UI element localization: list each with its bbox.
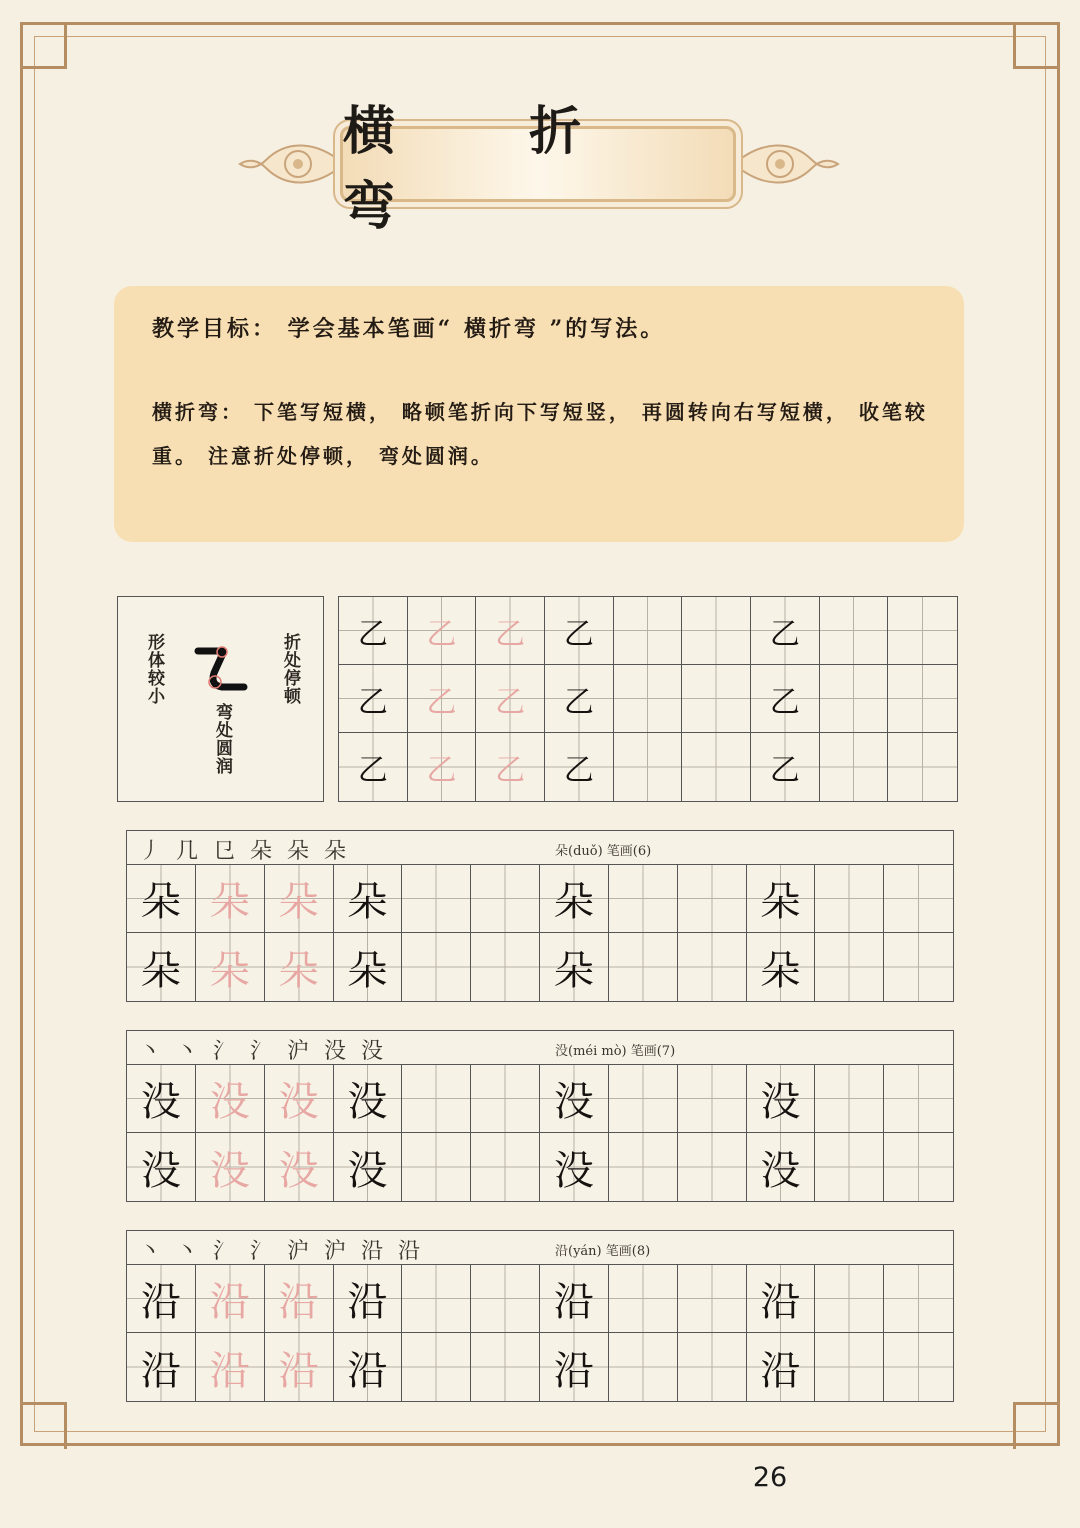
model-glyph: 没 (760, 1147, 801, 1194)
note-bottom: 弯处圆润 (212, 703, 232, 775)
stroke-order-text: 丶 丶 氵 氵 沪 沪 沿 沿 (139, 1239, 424, 1264)
practice-cell (609, 933, 678, 1001)
practice-cell (540, 933, 609, 1001)
practice-cell (884, 1265, 953, 1333)
practice-cell (476, 733, 545, 801)
practice-cell (265, 933, 334, 1001)
practice-cell (682, 597, 751, 665)
practice-cell (747, 1133, 816, 1201)
model-glyph: 没 (760, 1079, 801, 1125)
practice-cell (678, 1065, 747, 1133)
model-glyph: 没 (140, 1147, 181, 1194)
model-glyph: 乙 (357, 684, 388, 720)
trace-glyph: 沿 (209, 1279, 250, 1325)
practice-cell (334, 865, 403, 933)
practice-cell (196, 1133, 265, 1201)
stroke-illustration-panel (117, 596, 324, 802)
practice-cell (402, 865, 471, 933)
trace-glyph: 乙 (426, 684, 457, 720)
practice-cell (678, 1265, 747, 1333)
practice-cell (402, 1333, 471, 1401)
model-glyph: 乙 (357, 616, 388, 652)
model-glyph: 朵 (553, 947, 594, 994)
practice-cell (196, 1065, 265, 1133)
model-glyph: 没 (347, 1147, 388, 1194)
practice-cell (127, 1065, 196, 1133)
teaching-goal: 教学目标： 学会基本笔画“ 横折弯 ”的写法。 (152, 316, 666, 342)
practice-cell (614, 733, 683, 801)
practice-cell (334, 1265, 403, 1333)
practice-cell (678, 865, 747, 933)
practice-cell (265, 1133, 334, 1201)
note-right: 折处停顿 (280, 633, 300, 705)
practice-cell (751, 665, 820, 733)
practice-cell (471, 1065, 540, 1133)
page-number: 26 (752, 1462, 788, 1493)
trace-glyph: 乙 (426, 753, 457, 788)
model-glyph: 朵 (760, 947, 801, 994)
practice-cell (265, 865, 334, 933)
practice-cell (815, 933, 884, 1001)
corner-ornament (20, 22, 67, 69)
practice-cell (815, 1133, 884, 1201)
practice-cell (815, 1265, 884, 1333)
practice-cell (815, 1333, 884, 1401)
practice-cell (884, 1133, 953, 1201)
practice-cell (334, 933, 403, 1001)
practice-cell (820, 597, 889, 665)
stroke-order-text: 丶 丶 氵 氵 沪 没 没 (139, 1039, 387, 1064)
practice-cell (614, 665, 683, 733)
practice-cell (540, 1265, 609, 1333)
corner-ornament (1013, 22, 1060, 69)
practice-cell (751, 597, 820, 665)
practice-cell (609, 1265, 678, 1333)
practice-cell (265, 1065, 334, 1133)
practice-cell (747, 865, 816, 933)
practice-cell (540, 1133, 609, 1201)
model-glyph: 沿 (553, 1279, 594, 1325)
trace-glyph: 没 (209, 1079, 250, 1125)
practice-cell (265, 1333, 334, 1401)
practice-cell (265, 1265, 334, 1333)
practice-cell (408, 665, 477, 733)
practice-cell (884, 933, 953, 1001)
practice-cell (682, 733, 751, 801)
trace-glyph: 沿 (278, 1347, 319, 1394)
practice-cell (815, 865, 884, 933)
model-glyph: 朵 (553, 879, 594, 925)
practice-cell (339, 665, 408, 733)
teaching-objective-box (114, 286, 964, 542)
trace-glyph: 乙 (495, 753, 526, 788)
character-practice-grid (126, 1264, 954, 1402)
model-glyph: 沿 (760, 1347, 801, 1394)
practice-cell (334, 1333, 403, 1401)
model-glyph: 乙 (563, 616, 594, 652)
practice-cell (402, 933, 471, 1001)
practice-cell (888, 597, 957, 665)
trace-glyph: 朵 (209, 947, 250, 994)
stroke-order-row (126, 1030, 954, 1064)
trace-glyph: 朵 (278, 947, 319, 994)
model-glyph: 沿 (347, 1347, 388, 1394)
model-glyph: 乙 (769, 684, 800, 720)
practice-cell (820, 665, 889, 733)
practice-cell (545, 597, 614, 665)
model-glyph: 乙 (357, 753, 388, 788)
practice-cell (196, 865, 265, 933)
practice-cell (127, 1333, 196, 1401)
pinyin-stroke-count: 朵(duǒ) 笔画(6) (555, 844, 652, 859)
practice-cell (614, 597, 683, 665)
title-plaque (340, 101, 736, 237)
practice-cell (540, 1065, 609, 1133)
practice-cell (888, 733, 957, 801)
practice-cell (884, 1065, 953, 1133)
model-glyph: 乙 (563, 753, 594, 788)
practice-cell (476, 665, 545, 733)
trace-glyph: 沿 (278, 1279, 319, 1325)
practice-cell (609, 1333, 678, 1401)
practice-cell (127, 1133, 196, 1201)
model-glyph: 沿 (347, 1279, 388, 1325)
practice-cell (751, 733, 820, 801)
stroke-practice-grid (338, 596, 958, 802)
practice-cell (682, 665, 751, 733)
practice-cell (471, 1333, 540, 1401)
practice-cell (339, 733, 408, 801)
practice-cell (334, 1133, 403, 1201)
page-title: 横 折 弯 (343, 101, 640, 237)
model-glyph: 没 (553, 1079, 594, 1125)
practice-cell (127, 933, 196, 1001)
practice-cell (888, 665, 957, 733)
practice-cell (196, 1265, 265, 1333)
trace-glyph: 没 (278, 1079, 319, 1125)
practice-cell (609, 865, 678, 933)
practice-cell (339, 597, 408, 665)
stroke-order-text: 丿 几 㔾 朵 朵 朵 (139, 839, 350, 864)
stroke-diagram-icon (188, 637, 252, 697)
model-glyph: 沿 (553, 1347, 594, 1394)
trace-glyph: 朵 (278, 879, 319, 925)
model-glyph: 没 (347, 1079, 388, 1125)
character-practice-grid (126, 1064, 954, 1202)
practice-cell (545, 733, 614, 801)
practice-cell (408, 733, 477, 801)
practice-cell (540, 1333, 609, 1401)
practice-cell (747, 1265, 816, 1333)
practice-cell (402, 1133, 471, 1201)
model-glyph: 没 (553, 1147, 594, 1194)
trace-glyph: 乙 (495, 684, 526, 720)
practice-cell (884, 1333, 953, 1401)
practice-cell (815, 1065, 884, 1133)
practice-cell (471, 865, 540, 933)
practice-cell (127, 865, 196, 933)
trace-glyph: 沿 (209, 1347, 250, 1394)
practice-cell (402, 1065, 471, 1133)
model-glyph: 朵 (347, 879, 388, 925)
model-glyph: 乙 (769, 616, 800, 652)
practice-cell (471, 1133, 540, 1201)
model-glyph: 沿 (140, 1279, 181, 1325)
model-glyph: 沿 (140, 1347, 181, 1394)
trace-glyph: 没 (209, 1147, 250, 1194)
practice-cell (747, 933, 816, 1001)
practice-cell (545, 665, 614, 733)
trace-glyph: 乙 (495, 616, 526, 652)
practice-cell (609, 1065, 678, 1133)
stroke-order-row (126, 830, 954, 864)
practice-cell (476, 597, 545, 665)
model-glyph: 朵 (347, 947, 388, 994)
pinyin-stroke-count: 没(méi mò) 笔画(7) (555, 1044, 676, 1059)
stroke-description: 横折弯： 下笔写短横， 略顿笔折向下写短竖， 再圆转向右写短横， 收笔较重。 注意折处停顿， 弯处圆润。 (152, 400, 928, 468)
practice-cell (196, 1333, 265, 1401)
trace-glyph: 朵 (209, 879, 250, 925)
corner-ornament (20, 1402, 67, 1449)
practice-cell (678, 1133, 747, 1201)
practice-cell (747, 1065, 816, 1133)
pinyin-stroke-count: 沿(yán) 笔画(8) (555, 1244, 651, 1259)
practice-cell (609, 1133, 678, 1201)
character-practice-grid (126, 864, 954, 1002)
practice-cell (747, 1333, 816, 1401)
stroke-order-row (126, 1230, 954, 1264)
trace-glyph: 乙 (426, 616, 457, 652)
practice-cell (196, 933, 265, 1001)
practice-cell (678, 933, 747, 1001)
model-glyph: 乙 (563, 684, 594, 720)
model-glyph: 沿 (760, 1279, 801, 1325)
practice-cell (127, 1265, 196, 1333)
practice-cell (884, 865, 953, 933)
scroll-ornament-left (236, 120, 346, 208)
practice-cell (678, 1333, 747, 1401)
trace-glyph: 没 (278, 1147, 319, 1194)
practice-cell (540, 865, 609, 933)
corner-ornament (1013, 1402, 1060, 1449)
model-glyph: 朵 (140, 947, 181, 994)
practice-cell (402, 1265, 471, 1333)
practice-cell (471, 1265, 540, 1333)
model-glyph: 朵 (760, 879, 801, 925)
practice-cell (471, 933, 540, 1001)
note-left: 形体较小 (144, 633, 164, 705)
model-glyph: 朵 (140, 879, 181, 925)
practice-cell (334, 1065, 403, 1133)
practice-cell (408, 597, 477, 665)
model-glyph: 乙 (769, 753, 800, 788)
model-glyph: 没 (140, 1079, 181, 1125)
practice-cell (820, 733, 889, 801)
